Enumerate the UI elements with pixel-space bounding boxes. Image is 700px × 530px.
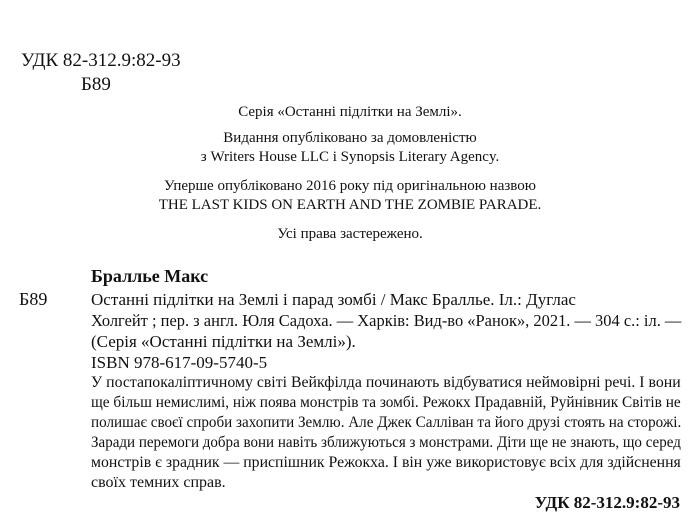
udk-code-bottom: УДК 82-312.9:82-93	[534, 493, 680, 512]
first-published-line-2: THE LAST KIDS ON EARTH AND THE ZOMBIE PARADE.	[158, 197, 542, 213]
series-line: Серія «Останні підлітки на Землі».	[238, 104, 462, 120]
author-sign-mid: Б89	[19, 289, 48, 309]
bib-line: Останні підлітки на Землі і парад зомбі / Макс Браллье. Іл.: Дуглас	[91, 290, 576, 309]
annotation-line: своїх темних справ.	[91, 474, 226, 491]
author-sign-top: Б89	[81, 74, 111, 95]
isbn: ISBN 978-617-09-5740-5	[91, 353, 268, 372]
annotation-line: Заради перемоги добра вони навіть зближуються з монстрами. Діти ще не знають, що серед	[91, 434, 681, 451]
bib-line: (Серія «Останні підлітки на Землі»).	[91, 332, 356, 351]
rights-line: Усі права застережено.	[277, 226, 423, 242]
agreement-line-2: з Writers House LLC і Synopsis Literary Agency.	[200, 149, 500, 165]
first-published-line-1: Уперше опубліковано 2016 року під оригінальною назвою	[164, 178, 536, 194]
annotation-line: ще більш немислимі, ніж поява монстрів та зомбі. Режокх Прадавній, Руйнівник Світів не	[91, 394, 681, 411]
agreement-line-1: Видання опубліковано за домовленістю	[223, 130, 477, 146]
annotation	[91, 373, 681, 493]
author-heading: Браллье Макс	[91, 266, 209, 286]
annotation-line: полишає своєї спроби захопити Землю. Але Джек Салліван та його друзі стоять на сторожі.	[91, 414, 682, 431]
annotation-line: У постапокаліптичному світі Вейкфілда починають відбуватися неймовірні речі. І вони	[91, 374, 681, 391]
annotation-line: монстрів є зрадник — приспішник Режокха. І він уже використовує всіх для здійснення	[91, 454, 681, 471]
udk-code-top: УДК 82-312.9:82-93	[21, 50, 181, 71]
bibliographic-description	[91, 289, 681, 352]
bib-line: Холгейт ; пер. з англ. Юля Садоха. — Харків: Вид-во «Ранок», 2021. — 304 с.: іл. —	[91, 311, 682, 330]
